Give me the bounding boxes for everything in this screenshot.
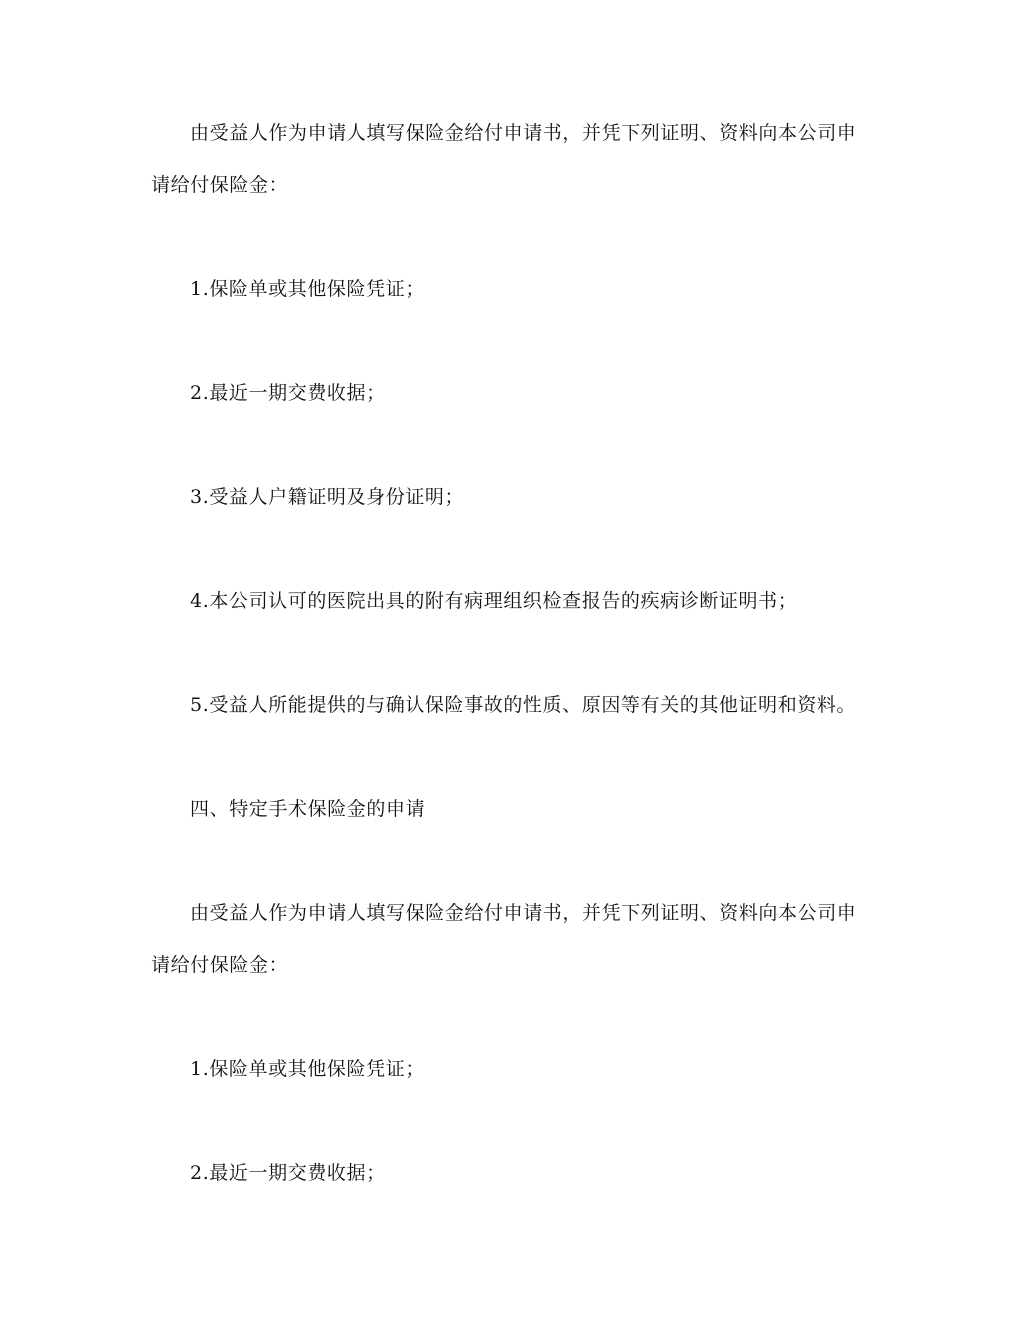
list-item: 1.保险单或其他保险凭证； — [190, 1058, 425, 1080]
list-item: 4.本公司认可的医院出具的附有病理组织检查报告的疾病诊断证明书； — [190, 590, 798, 612]
paragraph-line: 请给付保险金： — [151, 174, 289, 196]
list-item: 2.最近一期交费收据； — [190, 382, 386, 404]
list-item: 5.受益人所能提供的与确认保险事故的性质、原因等有关的其他证明和资料。 — [190, 694, 857, 716]
paragraph-line: 由受益人作为申请人填写保险金给付申请书，并凭下列证明、资料向本公司申 — [190, 902, 857, 924]
section-heading: 四、特定手术保险金的申请 — [190, 798, 426, 820]
list-item: 1.保险单或其他保险凭证； — [190, 278, 425, 300]
list-item: 3.受益人户籍证明及身份证明； — [190, 486, 465, 508]
paragraph-line: 请给付保险金： — [151, 954, 289, 976]
list-item: 2.最近一期交费收据； — [190, 1162, 386, 1184]
paragraph-line: 由受益人作为申请人填写保险金给付申请书，并凭下列证明、资料向本公司申 — [190, 122, 857, 144]
